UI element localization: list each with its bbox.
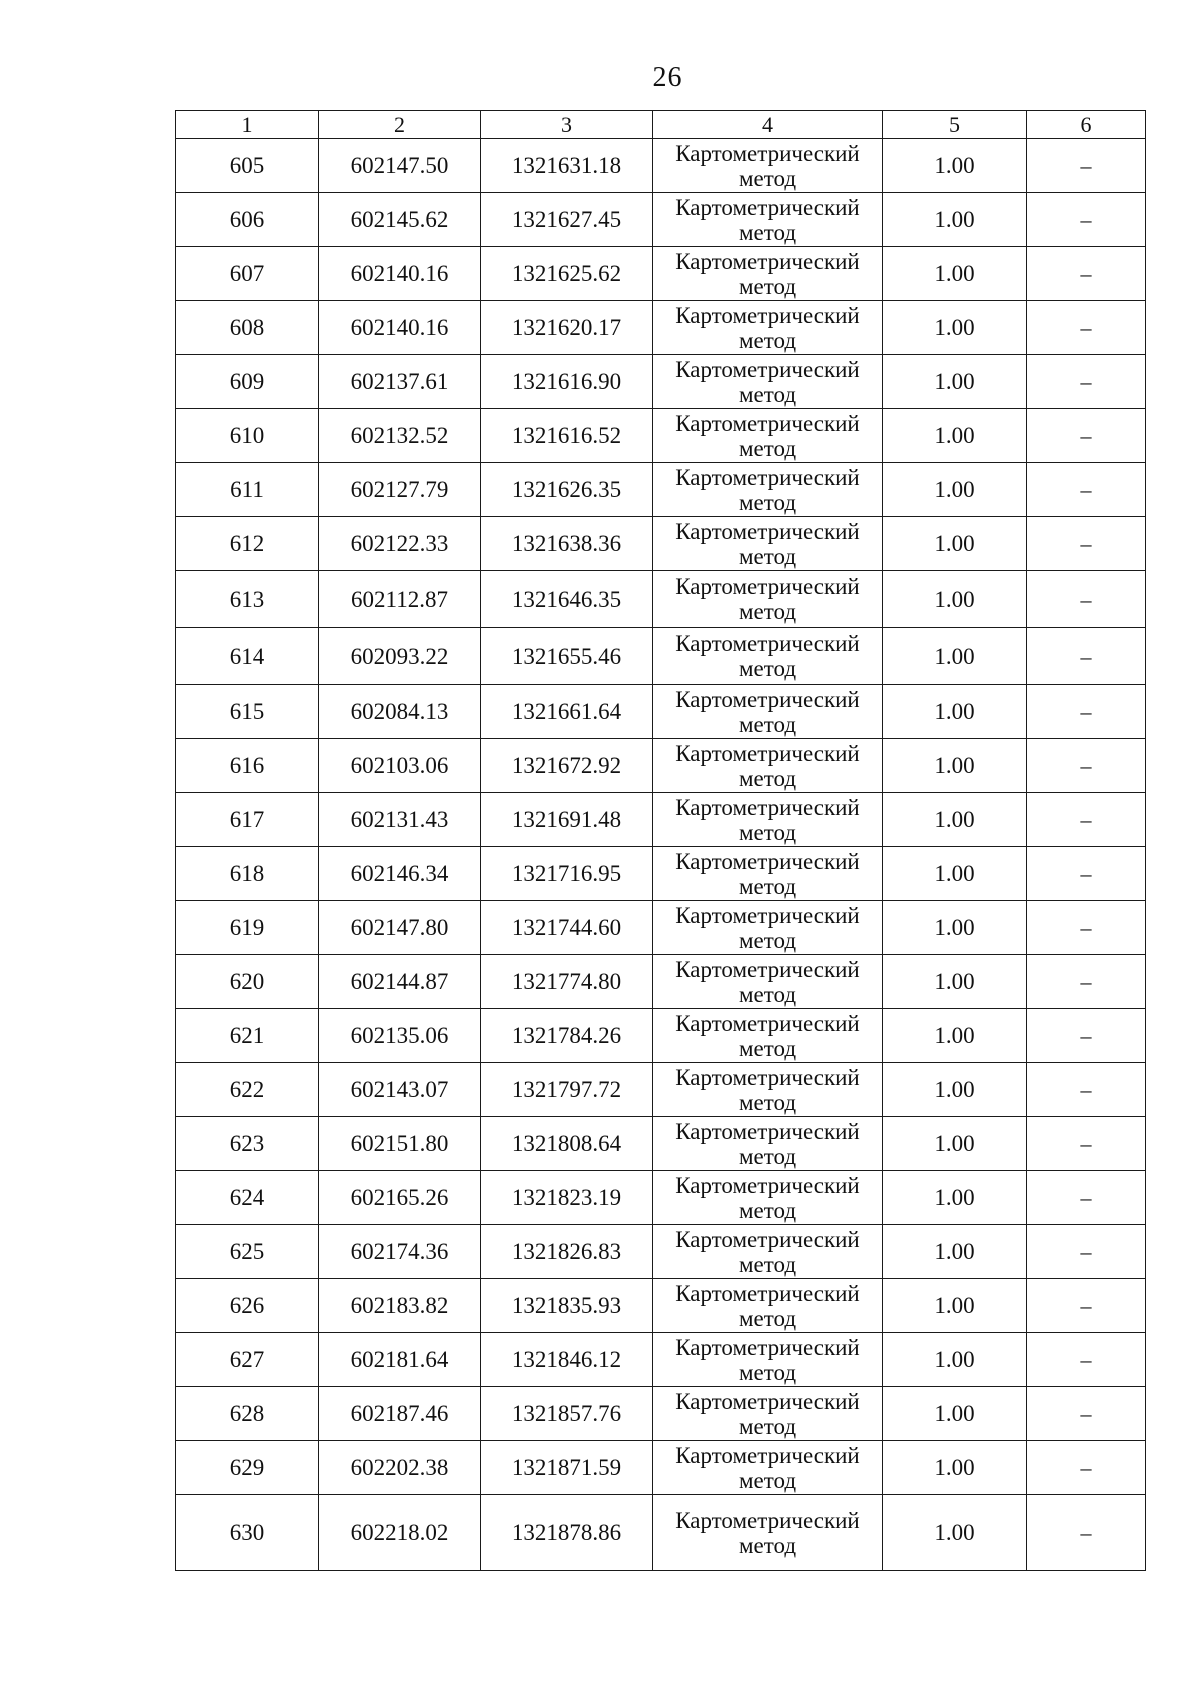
x-coordinate-cell: 602147.80 — [319, 901, 481, 955]
table-row — [176, 517, 1146, 571]
column-header: 2 — [319, 111, 481, 139]
y-coordinate-cell: 1321878.86 — [481, 1495, 653, 1571]
method-text: Картометрический — [675, 902, 860, 928]
point-number-cell: 627 — [176, 1333, 319, 1387]
table-row — [176, 1279, 1146, 1333]
y-coordinate-cell: 1321784.26 — [481, 1009, 653, 1063]
method-text: метод — [738, 1413, 797, 1439]
method-cell — [653, 793, 883, 847]
method-text: метод — [738, 435, 797, 461]
accuracy-cell: 1.00 — [883, 1441, 1027, 1495]
point-number-cell: 619 — [176, 901, 319, 955]
x-coordinate-cell: 602143.07 — [319, 1063, 481, 1117]
x-coordinate-cell: 602140.16 — [319, 247, 481, 301]
point-number-cell: 620 — [176, 955, 319, 1009]
method-text: Картометрический — [675, 1388, 860, 1414]
note-cell: – — [1027, 1225, 1146, 1279]
method-cell — [653, 301, 883, 355]
x-coordinate-cell: 602181.64 — [319, 1333, 481, 1387]
method-text: Картометрический — [675, 1226, 860, 1252]
note-cell: – — [1027, 628, 1146, 685]
method-text: метод — [738, 1467, 797, 1493]
note-cell: – — [1027, 1495, 1146, 1571]
method-text: метод — [738, 765, 797, 791]
method-text: Картометрический — [675, 631, 860, 656]
accuracy-cell: 1.00 — [883, 571, 1027, 628]
accuracy-cell: 1.00 — [883, 139, 1027, 193]
table-row — [176, 1171, 1146, 1225]
page-number: 26 — [652, 62, 683, 93]
table-header-row — [176, 111, 1146, 139]
column-header: 5 — [883, 111, 1027, 139]
x-coordinate-cell: 602218.02 — [319, 1495, 481, 1571]
method-text: метод — [738, 873, 797, 899]
accuracy-cell: 1.00 — [883, 301, 1027, 355]
table-row — [176, 628, 1146, 685]
x-coordinate-cell: 602127.79 — [319, 463, 481, 517]
y-coordinate-cell: 1321808.64 — [481, 1117, 653, 1171]
x-coordinate-cell: 602103.06 — [319, 739, 481, 793]
table-row — [176, 847, 1146, 901]
note-cell: – — [1027, 1333, 1146, 1387]
note-cell: – — [1027, 1387, 1146, 1441]
y-coordinate-cell: 1321797.72 — [481, 1063, 653, 1117]
method-text: метод — [738, 711, 797, 737]
method-text: Картометрический — [675, 1118, 860, 1144]
x-coordinate-cell: 602174.36 — [319, 1225, 481, 1279]
accuracy-cell: 1.00 — [883, 517, 1027, 571]
method-cell — [653, 247, 883, 301]
accuracy-cell: 1.00 — [883, 847, 1027, 901]
method-cell — [653, 739, 883, 793]
point-number-cell: 630 — [176, 1495, 319, 1571]
column-header: 6 — [1027, 111, 1146, 139]
note-cell: – — [1027, 1441, 1146, 1495]
point-number-cell: 621 — [176, 1009, 319, 1063]
method-text: метод — [738, 543, 797, 569]
y-coordinate-cell: 1321744.60 — [481, 901, 653, 955]
table-row — [176, 571, 1146, 628]
table-row — [176, 1063, 1146, 1117]
x-coordinate-cell: 602122.33 — [319, 517, 481, 571]
accuracy-cell: 1.00 — [883, 628, 1027, 685]
point-number-cell: 618 — [176, 847, 319, 901]
x-coordinate-cell: 602093.22 — [319, 628, 481, 685]
accuracy-cell: 1.00 — [883, 355, 1027, 409]
accuracy-cell: 1.00 — [883, 793, 1027, 847]
method-cell — [653, 517, 883, 571]
point-number-cell: 606 — [176, 193, 319, 247]
method-text: Картометрический — [675, 248, 860, 274]
y-coordinate-cell: 1321857.76 — [481, 1387, 653, 1441]
method-cell — [653, 1063, 883, 1117]
method-text: метод — [738, 1251, 797, 1277]
accuracy-cell: 1.00 — [883, 1333, 1027, 1387]
method-text: метод — [738, 273, 797, 299]
x-coordinate-cell: 602146.34 — [319, 847, 481, 901]
table-row — [176, 301, 1146, 355]
method-text: Картометрический — [675, 956, 860, 982]
method-text: Картометрический — [675, 194, 860, 220]
method-cell — [653, 571, 883, 628]
method-text: метод — [738, 165, 797, 191]
method-cell — [653, 193, 883, 247]
table-row — [176, 1495, 1146, 1571]
accuracy-cell: 1.00 — [883, 193, 1027, 247]
point-number-cell: 605 — [176, 139, 319, 193]
note-cell: – — [1027, 1171, 1146, 1225]
note-cell: – — [1027, 901, 1146, 955]
accuracy-cell: 1.00 — [883, 409, 1027, 463]
y-coordinate-cell: 1321655.46 — [481, 628, 653, 685]
column-header: 3 — [481, 111, 653, 139]
note-cell: – — [1027, 193, 1146, 247]
point-number-cell: 610 — [176, 409, 319, 463]
y-coordinate-cell: 1321646.35 — [481, 571, 653, 628]
method-text: метод — [738, 327, 797, 353]
point-number-cell: 616 — [176, 739, 319, 793]
table-row — [176, 1117, 1146, 1171]
table-row — [176, 1009, 1146, 1063]
method-cell — [653, 1441, 883, 1495]
x-coordinate-cell: 602135.06 — [319, 1009, 481, 1063]
point-number-cell: 611 — [176, 463, 319, 517]
y-coordinate-cell: 1321661.64 — [481, 685, 653, 739]
method-cell — [653, 1117, 883, 1171]
method-text: Картометрический — [675, 410, 860, 436]
note-cell: – — [1027, 247, 1146, 301]
x-coordinate-cell: 602147.50 — [319, 139, 481, 193]
method-text: Картометрический — [675, 1010, 860, 1036]
method-text: метод — [738, 219, 797, 245]
accuracy-cell: 1.00 — [883, 1225, 1027, 1279]
point-number-cell: 607 — [176, 247, 319, 301]
method-text: метод — [738, 1143, 797, 1169]
method-text: Картометрический — [675, 356, 860, 382]
method-cell — [653, 628, 883, 685]
y-coordinate-cell: 1321826.83 — [481, 1225, 653, 1279]
point-number-cell: 612 — [176, 517, 319, 571]
note-cell: – — [1027, 139, 1146, 193]
x-coordinate-cell: 602084.13 — [319, 685, 481, 739]
accuracy-cell: 1.00 — [883, 1171, 1027, 1225]
point-number-cell: 615 — [176, 685, 319, 739]
method-text: Картометрический — [675, 848, 860, 874]
point-number-cell: 628 — [176, 1387, 319, 1441]
accuracy-cell: 1.00 — [883, 1009, 1027, 1063]
method-text: метод — [738, 489, 797, 515]
table-row — [176, 355, 1146, 409]
note-cell: – — [1027, 517, 1146, 571]
note-cell: – — [1027, 955, 1146, 1009]
table-row — [176, 1333, 1146, 1387]
accuracy-cell: 1.00 — [883, 685, 1027, 739]
method-text: Картометрический — [675, 1507, 860, 1533]
point-number-cell: 625 — [176, 1225, 319, 1279]
method-text: Картометрический — [675, 302, 860, 328]
method-text: метод — [738, 927, 797, 953]
method-cell — [653, 1495, 883, 1571]
method-cell — [653, 1387, 883, 1441]
table-row — [176, 463, 1146, 517]
note-cell: – — [1027, 571, 1146, 628]
note-cell: – — [1027, 301, 1146, 355]
y-coordinate-cell: 1321716.95 — [481, 847, 653, 901]
method-text: метод — [738, 981, 797, 1007]
note-cell: – — [1027, 847, 1146, 901]
method-text: Картометрический — [675, 1172, 860, 1198]
method-text: Картометрический — [675, 574, 860, 599]
note-cell: – — [1027, 1009, 1146, 1063]
table-row — [176, 193, 1146, 247]
method-text: метод — [738, 1035, 797, 1061]
y-coordinate-cell: 1321638.36 — [481, 517, 653, 571]
y-coordinate-cell: 1321691.48 — [481, 793, 653, 847]
method-text: Картометрический — [675, 686, 860, 712]
x-coordinate-cell: 602151.80 — [319, 1117, 481, 1171]
accuracy-cell: 1.00 — [883, 1495, 1027, 1571]
x-coordinate-cell: 602137.61 — [319, 355, 481, 409]
method-text: Картометрический — [675, 464, 860, 490]
x-coordinate-cell: 602202.38 — [319, 1441, 481, 1495]
note-cell: – — [1027, 355, 1146, 409]
point-number-cell: 608 — [176, 301, 319, 355]
column-header: 4 — [653, 111, 883, 139]
method-text: метод — [738, 381, 797, 407]
accuracy-cell: 1.00 — [883, 1117, 1027, 1171]
table-row — [176, 1225, 1146, 1279]
y-coordinate-cell: 1321616.90 — [481, 355, 653, 409]
accuracy-cell: 1.00 — [883, 1063, 1027, 1117]
method-cell — [653, 463, 883, 517]
note-cell: – — [1027, 1117, 1146, 1171]
accuracy-cell: 1.00 — [883, 247, 1027, 301]
table-row — [176, 901, 1146, 955]
method-text: метод — [738, 1305, 797, 1331]
x-coordinate-cell: 602131.43 — [319, 793, 481, 847]
y-coordinate-cell: 1321631.18 — [481, 139, 653, 193]
y-coordinate-cell: 1321620.17 — [481, 301, 653, 355]
x-coordinate-cell: 602144.87 — [319, 955, 481, 1009]
x-coordinate-cell: 602145.62 — [319, 193, 481, 247]
point-number-cell: 626 — [176, 1279, 319, 1333]
method-text: Картометрический — [675, 794, 860, 820]
note-cell: – — [1027, 739, 1146, 793]
method-text: Картометрический — [675, 740, 860, 766]
method-text: Картометрический — [675, 1442, 860, 1468]
y-coordinate-cell: 1321672.92 — [481, 739, 653, 793]
column-header: 1 — [176, 111, 319, 139]
accuracy-cell: 1.00 — [883, 463, 1027, 517]
accuracy-cell: 1.00 — [883, 739, 1027, 793]
y-coordinate-cell: 1321835.93 — [481, 1279, 653, 1333]
y-coordinate-cell: 1321626.35 — [481, 463, 653, 517]
method-text: метод — [738, 1089, 797, 1115]
y-coordinate-cell: 1321871.59 — [481, 1441, 653, 1495]
accuracy-cell: 1.00 — [883, 955, 1027, 1009]
x-coordinate-cell: 602140.16 — [319, 301, 481, 355]
point-number-cell: 624 — [176, 1171, 319, 1225]
table-row — [176, 247, 1146, 301]
point-number-cell: 614 — [176, 628, 319, 685]
table-row — [176, 1441, 1146, 1495]
note-cell: – — [1027, 1063, 1146, 1117]
method-text: Картометрический — [675, 1280, 860, 1306]
table-row — [176, 139, 1146, 193]
method-text: метод — [738, 819, 797, 845]
note-cell: – — [1027, 409, 1146, 463]
point-number-cell: 629 — [176, 1441, 319, 1495]
method-text: Картометрический — [675, 140, 860, 166]
method-text: метод — [738, 1197, 797, 1223]
note-cell: – — [1027, 685, 1146, 739]
table-row — [176, 409, 1146, 463]
coordinates-table — [175, 110, 1146, 1571]
method-cell — [653, 1225, 883, 1279]
x-coordinate-cell: 602112.87 — [319, 571, 481, 628]
point-number-cell: 613 — [176, 571, 319, 628]
point-number-cell: 617 — [176, 793, 319, 847]
note-cell: – — [1027, 793, 1146, 847]
table-row — [176, 1387, 1146, 1441]
method-cell — [653, 847, 883, 901]
method-cell — [653, 685, 883, 739]
y-coordinate-cell: 1321846.12 — [481, 1333, 653, 1387]
method-cell — [653, 1333, 883, 1387]
point-number-cell: 609 — [176, 355, 319, 409]
note-cell: – — [1027, 1279, 1146, 1333]
method-cell — [653, 955, 883, 1009]
y-coordinate-cell: 1321774.80 — [481, 955, 653, 1009]
method-cell — [653, 1171, 883, 1225]
x-coordinate-cell: 602165.26 — [319, 1171, 481, 1225]
method-text: метод — [738, 1532, 797, 1558]
method-text: Картометрический — [675, 1334, 860, 1360]
method-text: метод — [738, 599, 797, 624]
y-coordinate-cell: 1321627.45 — [481, 193, 653, 247]
x-coordinate-cell: 602183.82 — [319, 1279, 481, 1333]
method-cell — [653, 1009, 883, 1063]
point-number-cell: 622 — [176, 1063, 319, 1117]
method-cell — [653, 1279, 883, 1333]
method-text: метод — [738, 656, 797, 681]
method-text: Картометрический — [675, 518, 860, 544]
method-cell — [653, 139, 883, 193]
method-text: Картометрический — [675, 1064, 860, 1090]
y-coordinate-cell: 1321625.62 — [481, 247, 653, 301]
y-coordinate-cell: 1321616.52 — [481, 409, 653, 463]
method-cell — [653, 355, 883, 409]
x-coordinate-cell: 602187.46 — [319, 1387, 481, 1441]
accuracy-cell: 1.00 — [883, 1279, 1027, 1333]
x-coordinate-cell: 602132.52 — [319, 409, 481, 463]
note-cell: – — [1027, 463, 1146, 517]
method-cell — [653, 901, 883, 955]
accuracy-cell: 1.00 — [883, 1387, 1027, 1441]
table-row — [176, 793, 1146, 847]
accuracy-cell: 1.00 — [883, 901, 1027, 955]
method-cell — [653, 409, 883, 463]
table-row — [176, 739, 1146, 793]
point-number-cell: 623 — [176, 1117, 319, 1171]
table-row — [176, 955, 1146, 1009]
table-row — [176, 685, 1146, 739]
y-coordinate-cell: 1321823.19 — [481, 1171, 653, 1225]
method-text: метод — [738, 1359, 797, 1385]
